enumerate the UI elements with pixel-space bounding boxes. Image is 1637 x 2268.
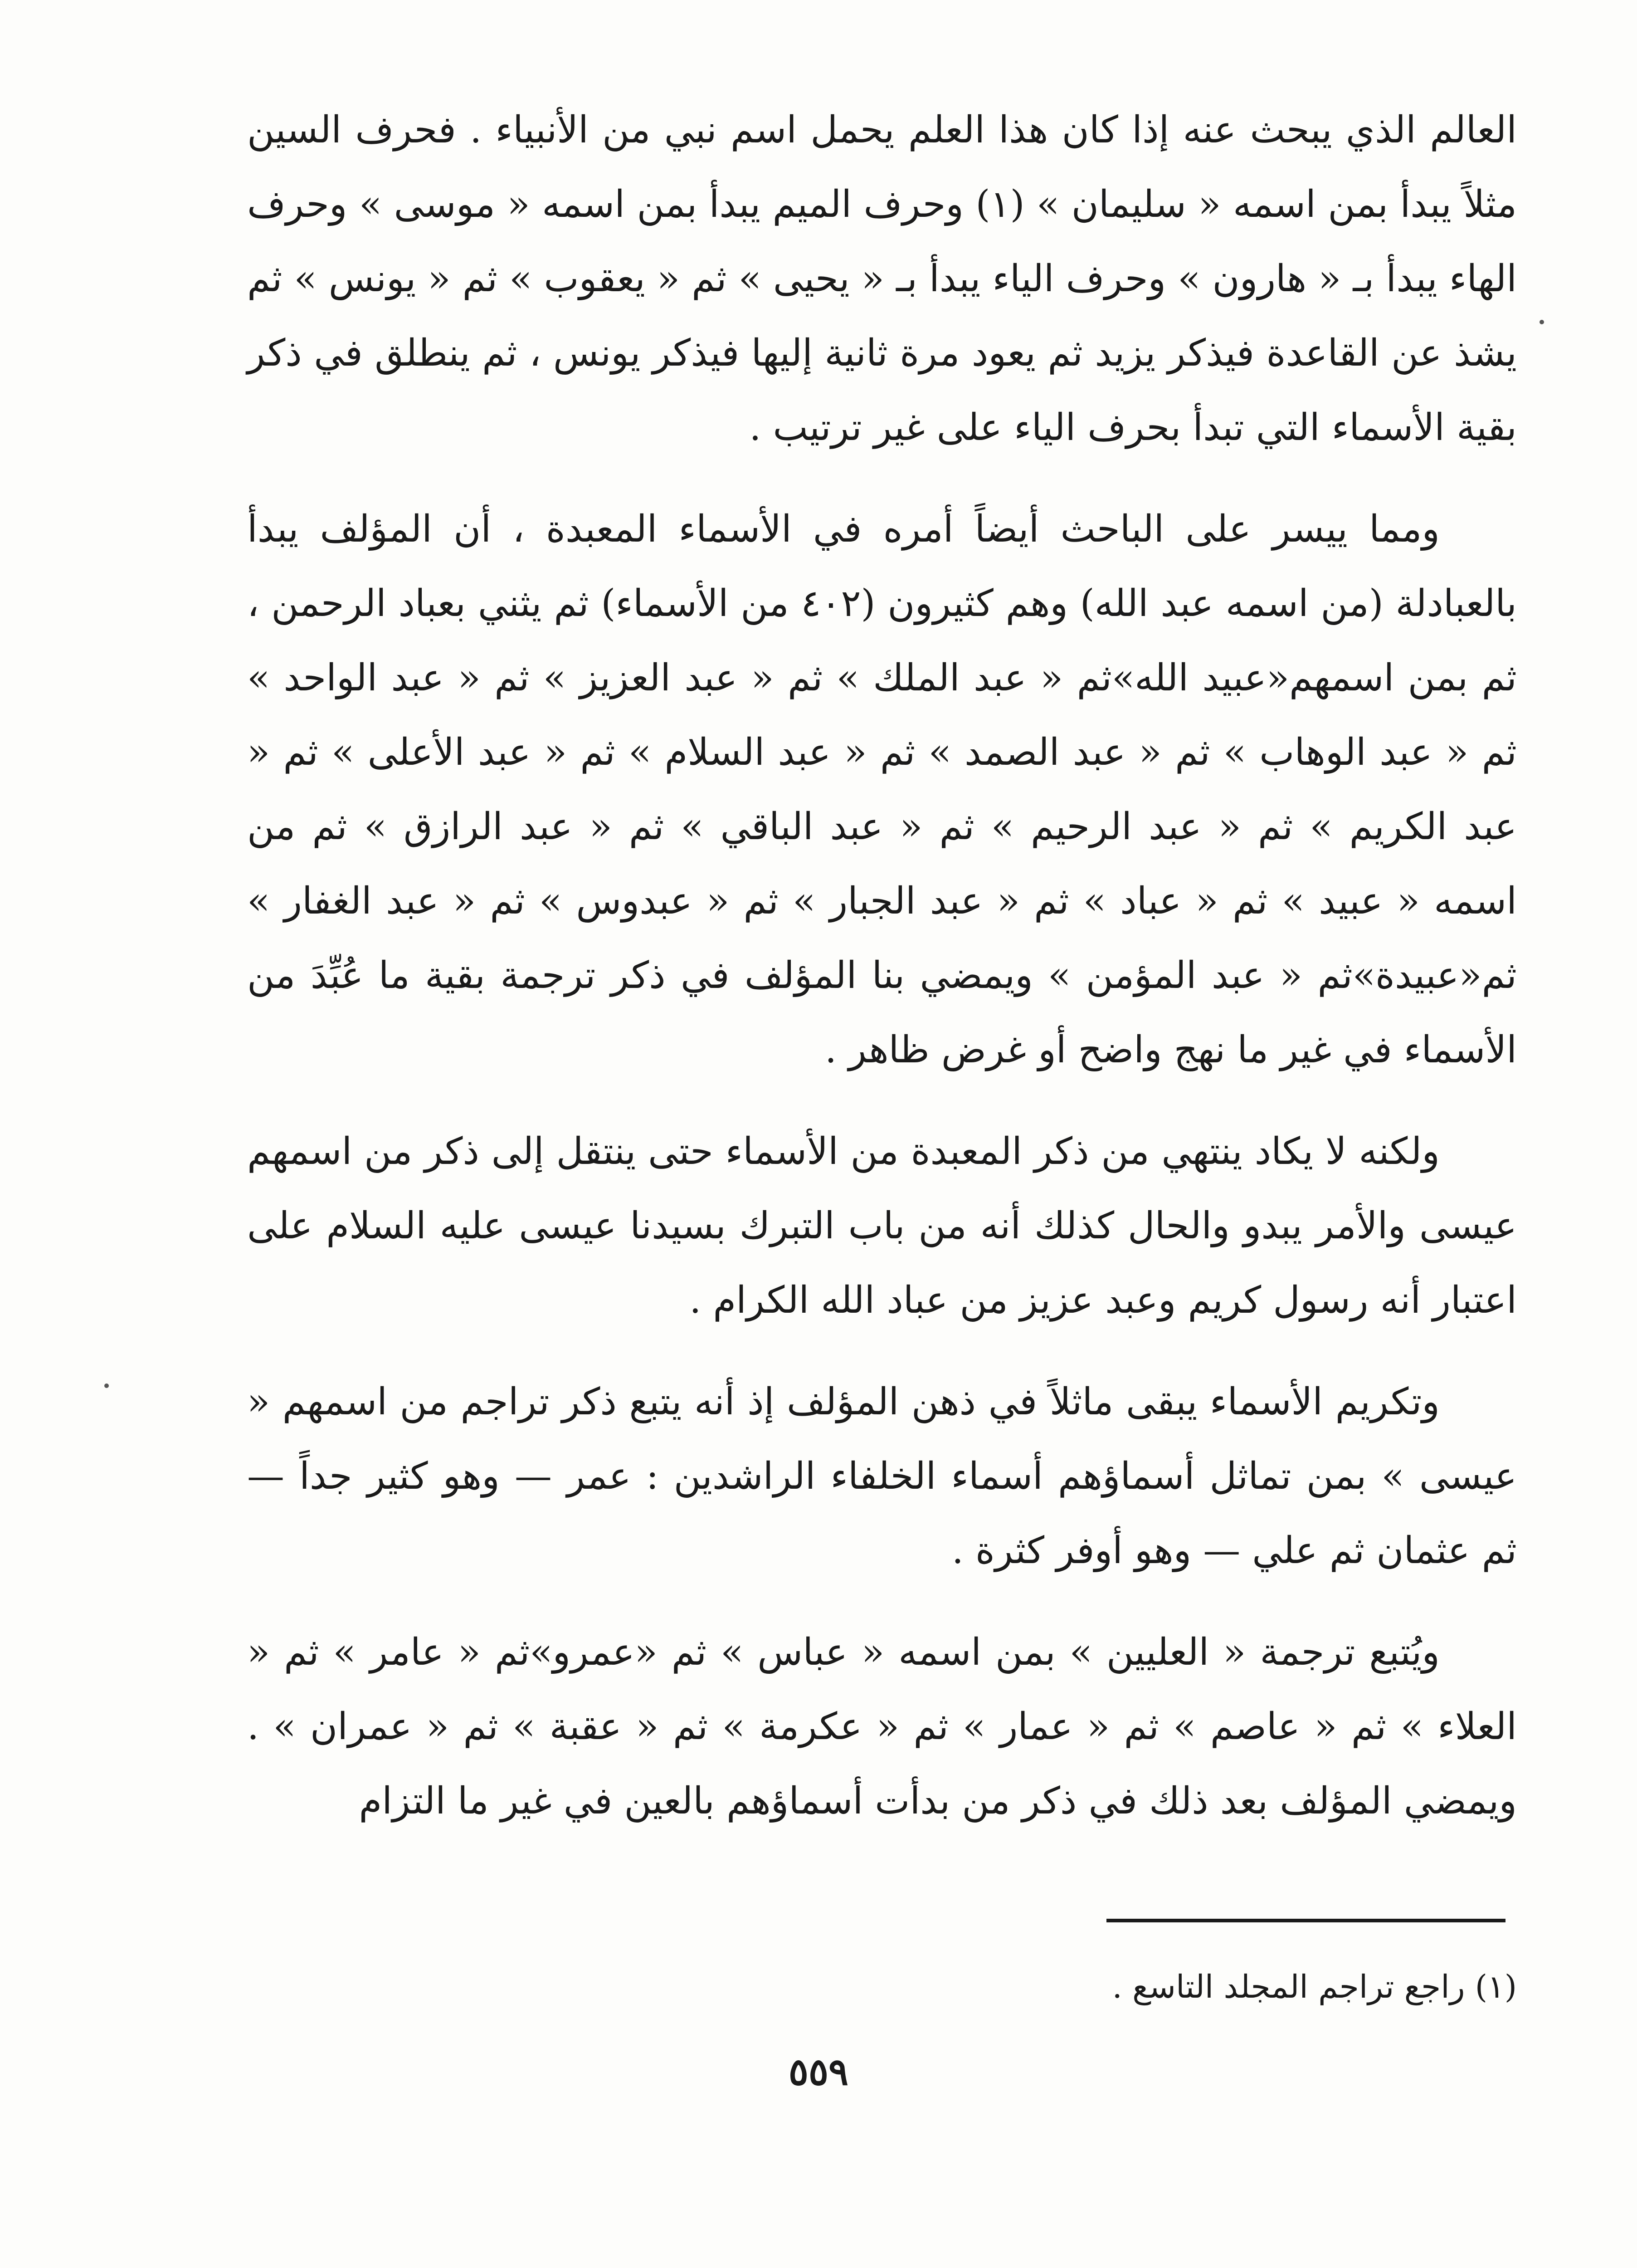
footnote: (١) راجع تراجم المجلد التاسع . bbox=[1112, 1968, 1517, 2005]
page-number: ٥٥٩ bbox=[788, 2050, 849, 2094]
paragraph-3: ولكنه لا يكاد ينتهي من ذكر المعبدة من الأسماء حتى ينتقل إلى ذكر من اسمهم عيسى والأمر يبدو والحال كذلك أنه من باب التبرك بسيدنا عيسى عليه السلام على اعتبار أنه رسول كريم وعبد عزيز من عباد الله الكرام . bbox=[247, 1130, 1517, 1322]
body-text bbox=[247, 93, 1517, 1866]
margin-speck bbox=[1540, 320, 1544, 324]
footnote-divider bbox=[1106, 1919, 1505, 1922]
paragraph-5: ويُتبع ترجمة « العليين » بمن اسمه « عباس » ثم «عمرو»ثم « عامر » ثم « العلاء » ثم « عاصم » ثم « عمار » ثم « عكرمة » ثم « عقبة » ثم « عمران » . ويمضي المؤلف بعد ذلك في ذكر من بدأت أسماؤهم بالعين في غير ما التزام bbox=[247, 1631, 1517, 1823]
margin-speck bbox=[104, 1383, 109, 1388]
paragraph-4: وتكريم الأسماء يبقى ماثلاً في ذهن المؤلف إذ أنه يتبع ذكر تراجم من اسمهم « عيسى » بمن تماثل أسماؤهم أسماء الخلفاء الراشدين : عمر — وهو كثير جداً — ثم عثمان ثم علي — وهو أوفر كثرة . bbox=[247, 1380, 1517, 1572]
paragraph-1: العالم الذي يبحث عنه إذا كان هذا العلم يحمل اسم نبي من الأنبياء . فحرف السين مثلاً يبدأ بمن اسمه « سليمان » (١) وحرف الميم يبدأ بمن اسمه « موسى » وحرف الهاء يبدأ بـ « هارون » وحرف الياء يبدأ بـ « يحيى » ثم « يعقوب » ثم « يونس » ثم يشذ عن القاعدة فيذكر يزيد ثم يعود مرة ثانية إليها فيذكر يونس ، ثم ينطلق في ذكر بقية الأسماء التي تبدأ بحرف الياء على غير ترتيب . bbox=[247, 108, 1517, 449]
paragraph-2: ومما ييسر على الباحث أيضاً أمره في الأسماء المعبدة ، أن المؤلف يبدأ بالعبادلة (من اسمه عبد الله) وهم كثيرون (٤٠٢ من الأسماء) ثم يثني بعباد الرحمن ، ثم بمن اسمهم«عبيد الله»ثم « عبد الملك » ثم « عبد العزيز » ثم « عبد الواحد » ثم « عبد الوهاب » ثم « عبد الصمد » ثم « عبد السلام » ثم « عبد الأعلى » ثم « عبد الكريم » ثم « عبد الرحيم » ثم « عبد الباقي » ثم « عبد الرازق » ثم من اسمه « عبيد » ثم « عباد » ثم « عبد الجبار » ثم « عبدوس » ثم « عبد الغفار » ثم«عبيدة»ثم « عبد المؤمن » ويمضي بنا المؤلف في ذكر ترجمة بقية ما عُبِّدَ من الأسماء في غير ما نهج واضح أو غرض ظاهر . bbox=[247, 508, 1517, 1071]
